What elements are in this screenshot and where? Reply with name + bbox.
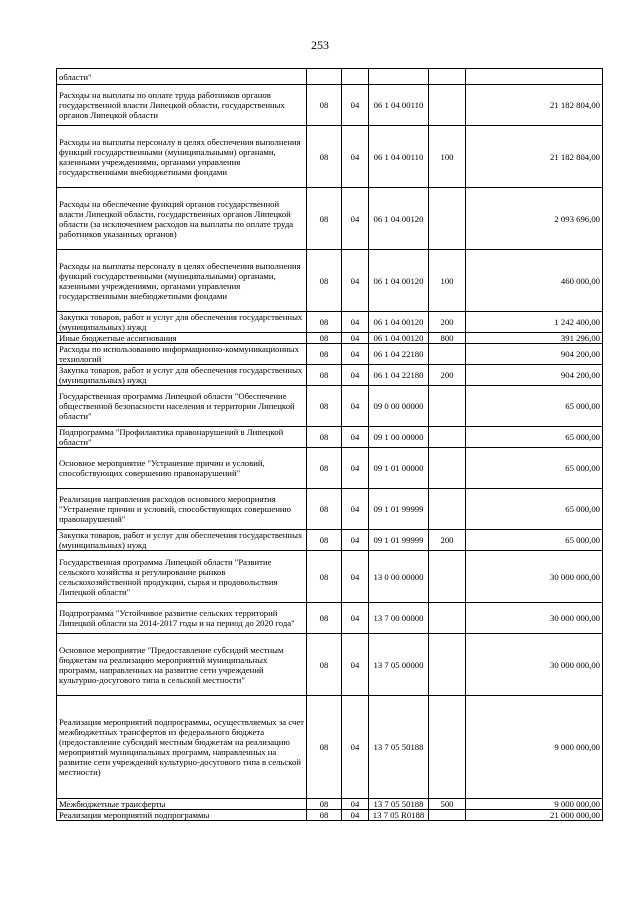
- table-row: [57, 365, 603, 386]
- chapter-code-cell: 08: [307, 448, 342, 489]
- table-row: [57, 344, 603, 365]
- subchapter-code-cell: 04: [342, 810, 369, 821]
- amount-cell: 460 000,00: [466, 250, 603, 312]
- target-article-cell: 06 1 04 00120: [369, 333, 429, 344]
- subchapter-code-cell: 04: [342, 365, 369, 386]
- row-name-cell: Расходы на обеспечение функций органов государственной власти Липецкой области, государственных органов Липецкой области (за исключением расходов на выплаты по оплате труда работников указанных органов): [57, 188, 307, 250]
- target-article-cell: 06 1 04 22180: [369, 365, 429, 386]
- table-row: [57, 333, 603, 344]
- budget-table-body: [57, 69, 603, 821]
- subchapter-code-cell: 04: [342, 188, 369, 250]
- chapter-code-cell: 08: [307, 551, 342, 603]
- row-name-cell: Расходы по использованию информационно-коммуникационных технологий: [57, 344, 307, 365]
- row-name-cell: Расходы на выплаты по оплате труда работников органов государственной власти Липецкой области, государственных органов Липецкой области: [57, 85, 307, 126]
- amount-cell: 21 182 804,00: [466, 126, 603, 188]
- chapter-code-cell: 08: [307, 312, 342, 333]
- amount-cell: [466, 69, 603, 85]
- table-row: [57, 188, 603, 250]
- expense-type-cell: [429, 188, 466, 250]
- target-article-cell: 06 1 04 00110: [369, 85, 429, 126]
- target-article-cell: 09 1 00 00000: [369, 427, 429, 448]
- row-name-cell: Основное мероприятие "Устранение причин и условий, способствующих совершению правонарушений": [57, 448, 307, 489]
- chapter-code-cell: 08: [307, 126, 342, 188]
- amount-cell: 9 000 000,00: [466, 696, 603, 799]
- table-row: [57, 386, 603, 427]
- amount-cell: 65 000,00: [466, 448, 603, 489]
- table-row: [57, 250, 603, 312]
- table-row: [57, 69, 603, 85]
- expense-type-cell: [429, 810, 466, 821]
- budget-table: [56, 68, 603, 821]
- chapter-code-cell: 08: [307, 634, 342, 696]
- target-article-cell: 06 1 04 22180: [369, 344, 429, 365]
- target-article-cell: 09 1 01 00000: [369, 448, 429, 489]
- amount-cell: 65 000,00: [466, 530, 603, 551]
- amount-cell: 391 296,00: [466, 333, 603, 344]
- amount-cell: 21 000 000,00: [466, 810, 603, 821]
- target-article-cell: 06 1 04 00120: [369, 312, 429, 333]
- row-name-cell: Иные бюджетные ассигнования: [57, 333, 307, 344]
- row-name-cell: Государственная программа Липецкой области "Обеспечение общественной безопасности населения и территории Липецкой области": [57, 386, 307, 427]
- amount-cell: 30 000 000,00: [466, 603, 603, 634]
- row-name-cell: Подпрограмма "Устойчивое развитие сельских территорий Липецкой области на 2014-2017 годы и на период до 2020 года": [57, 603, 307, 634]
- row-name-cell: Расходы на выплаты персоналу в целях обеспечения выполнения функций государственными (муниципальными) органами, казенными учреждениями, органами управления государственными внебюджетными фондами: [57, 126, 307, 188]
- row-name-cell: Реализация мероприятий подпрограммы, осуществляемых за счет межбюджетных трансфертов из федерального бюджета (предоставление субсидий местным бюджетам на реализацию мероприятий муниципальных программ, направленных на развитие сети учреждений культурно-досугового типа в сельской местности): [57, 696, 307, 799]
- subchapter-code-cell: 04: [342, 603, 369, 634]
- expense-type-cell: [429, 448, 466, 489]
- expense-type-cell: 800: [429, 333, 466, 344]
- subchapter-code-cell: 04: [342, 799, 369, 810]
- table-row: [57, 810, 603, 821]
- target-article-cell: 09 0 00 00000: [369, 386, 429, 427]
- chapter-code-cell: 08: [307, 799, 342, 810]
- subchapter-code-cell: 04: [342, 489, 369, 530]
- target-article-cell: 13 0 00 00000: [369, 551, 429, 603]
- row-name-cell: Расходы на выплаты персоналу в целях обеспечения выполнения функций государственными (муниципальными) органами, казенными учреждениями, органами управления государственными внебюджетными фондами: [57, 250, 307, 312]
- target-article-cell: 06 1 04 00120: [369, 188, 429, 250]
- table-row: [57, 85, 603, 126]
- chapter-code-cell: 08: [307, 333, 342, 344]
- amount-cell: 30 000 000,00: [466, 634, 603, 696]
- chapter-code-cell: 08: [307, 696, 342, 799]
- table-row: [57, 530, 603, 551]
- expense-type-cell: [429, 489, 466, 530]
- table-row: [57, 427, 603, 448]
- expense-type-cell: 200: [429, 365, 466, 386]
- row-name-cell: Государственная программа Липецкой области "Развитие сельского хозяйства и регулирование рынков сельскохозяйственной продукции, сырья и продовольствия Липецкой области": [57, 551, 307, 603]
- target-article-cell: 13 7 05 00000: [369, 634, 429, 696]
- subchapter-code-cell: 04: [342, 634, 369, 696]
- table-row: [57, 126, 603, 188]
- expense-type-cell: 100: [429, 126, 466, 188]
- chapter-code-cell: 08: [307, 603, 342, 634]
- target-article-cell: 13 7 05 50188: [369, 799, 429, 810]
- chapter-code-cell: 08: [307, 489, 342, 530]
- row-name-cell: Реализация направления расходов основного мероприятия "Устранение причин и условий, способствующих совершению правонарушений": [57, 489, 307, 530]
- subchapter-code-cell: 04: [342, 344, 369, 365]
- expense-type-cell: [429, 386, 466, 427]
- chapter-code-cell: 08: [307, 530, 342, 551]
- expense-type-cell: [429, 344, 466, 365]
- chapter-code-cell: 08: [307, 250, 342, 312]
- expense-type-cell: [429, 85, 466, 126]
- subchapter-code-cell: 04: [342, 333, 369, 344]
- subchapter-code-cell: 04: [342, 448, 369, 489]
- expense-type-cell: 100: [429, 250, 466, 312]
- amount-cell: 2 093 696,00: [466, 188, 603, 250]
- target-article-cell: 06 1 04 00120: [369, 250, 429, 312]
- table-row: [57, 551, 603, 603]
- row-name-cell: Закупка товаров, работ и услуг для обеспечения государственных (муниципальных) нужд: [57, 530, 307, 551]
- target-article-cell: 09 1 01 99999: [369, 530, 429, 551]
- row-name-cell: Закупка товаров, работ и услуг для обеспечения государственных (муниципальных) нужд: [57, 312, 307, 333]
- amount-cell: 9 000 000,00: [466, 799, 603, 810]
- table-row: [57, 489, 603, 530]
- amount-cell: 65 000,00: [466, 386, 603, 427]
- target-article-cell: 13 7 05 50188: [369, 696, 429, 799]
- table-row: [57, 634, 603, 696]
- amount-cell: 65 000,00: [466, 427, 603, 448]
- chapter-code-cell: 08: [307, 810, 342, 821]
- expense-type-cell: [429, 634, 466, 696]
- subchapter-code-cell: 04: [342, 312, 369, 333]
- subchapter-code-cell: 04: [342, 696, 369, 799]
- expense-type-cell: 200: [429, 312, 466, 333]
- subchapter-code-cell: 04: [342, 551, 369, 603]
- expense-type-cell: 200: [429, 530, 466, 551]
- row-name-cell: области": [57, 69, 307, 85]
- subchapter-code-cell: 04: [342, 250, 369, 312]
- amount-cell: 65 000,00: [466, 489, 603, 530]
- page-number: 253: [311, 38, 329, 52]
- expense-type-cell: [429, 603, 466, 634]
- target-article-cell: [369, 69, 429, 85]
- amount-cell: 30 000 000,00: [466, 551, 603, 603]
- amount-cell: 1 242 400,00: [466, 312, 603, 333]
- subchapter-code-cell: 04: [342, 386, 369, 427]
- expense-type-cell: [429, 551, 466, 603]
- chapter-code-cell: 08: [307, 427, 342, 448]
- row-name-cell: Межбюджетные трансферты: [57, 799, 307, 810]
- chapter-code-cell: [307, 69, 342, 85]
- amount-cell: 904 200,00: [466, 365, 603, 386]
- target-article-cell: 09 1 01 99999: [369, 489, 429, 530]
- table-row: [57, 312, 603, 333]
- target-article-cell: 13 7 00 00000: [369, 603, 429, 634]
- amount-cell: 904 200,00: [466, 344, 603, 365]
- expense-type-cell: [429, 69, 466, 85]
- row-name-cell: Подпрограмма "Профилактика правонарушений в Липецкой области": [57, 427, 307, 448]
- subchapter-code-cell: 04: [342, 530, 369, 551]
- expense-type-cell: 500: [429, 799, 466, 810]
- subchapter-code-cell: 04: [342, 427, 369, 448]
- table-row: [57, 696, 603, 799]
- row-name-cell: Основное мероприятие "Предоставление субсидий местным бюджетам на реализацию мероприятий муниципальных программ, направленных на развитие сети учреждений культурно-досугового типа в сельской местности": [57, 634, 307, 696]
- expense-type-cell: [429, 696, 466, 799]
- chapter-code-cell: 08: [307, 344, 342, 365]
- chapter-code-cell: 08: [307, 365, 342, 386]
- subchapter-code-cell: 04: [342, 126, 369, 188]
- subchapter-code-cell: 04: [342, 85, 369, 126]
- chapter-code-cell: 08: [307, 188, 342, 250]
- row-name-cell: Реализация мероприятий подпрограммы: [57, 810, 307, 821]
- subchapter-code-cell: [342, 69, 369, 85]
- table-row: [57, 448, 603, 489]
- table-row: [57, 799, 603, 810]
- row-name-cell: Закупка товаров, работ и услуг для обеспечения государственных (муниципальных) нужд: [57, 365, 307, 386]
- table-row: [57, 603, 603, 634]
- chapter-code-cell: 08: [307, 386, 342, 427]
- target-article-cell: 13 7 05 R0188: [369, 810, 429, 821]
- amount-cell: 21 182 804,00: [466, 85, 603, 126]
- chapter-code-cell: 08: [307, 85, 342, 126]
- expense-type-cell: [429, 427, 466, 448]
- target-article-cell: 06 1 04 00110: [369, 126, 429, 188]
